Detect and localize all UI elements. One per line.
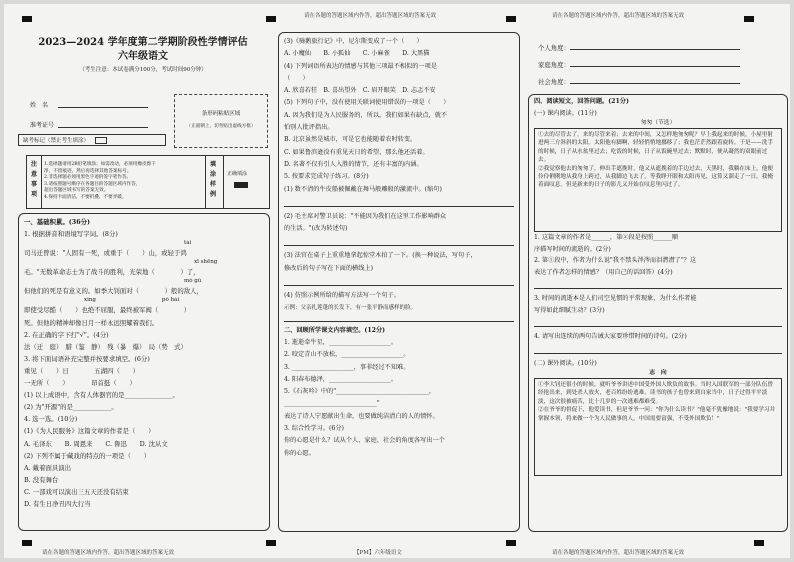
question-text: A. 毛泽东 B. 周恩来 C. 鲁迅 D. 沈从文 <box>24 439 168 448</box>
section-4 <box>534 96 782 476</box>
answer-line[interactable] <box>284 277 514 286</box>
header-note: 请在各题的答题区域内作答，超出答题区域的答案无效 <box>304 13 437 19</box>
wish-label: 家庭角度： <box>538 61 570 69</box>
question-text: 司马迁曾说："人固有一死，或重于（ ）山，或轻于鸿 <box>24 249 187 258</box>
question-text: (3) 法官在桌子上重重地拿起惊堂木拍了一下。(换一种说法，写句子， <box>284 252 477 260</box>
notice-item: 2.非选择题必须用黑色字迹的签字笔作答。 <box>44 175 132 181</box>
notice-item: 超出答题区域书写的答案无效。 <box>44 188 109 194</box>
fill-sample-label: 填涂样例 <box>210 161 217 198</box>
notice-item: 净，不留痕迹，然后再选择其他答案标号。 <box>44 168 132 174</box>
fill-blank: 2. 咬定青山不放松，____________________。 <box>284 351 410 359</box>
absent-label: 缺考标记（禁止考生填涂） <box>23 138 90 144</box>
registration-mark <box>754 540 764 546</box>
footer-note: 请在各题的答题区域内作答，超出答题区域的答案无效 <box>42 550 175 556</box>
question: 4. 请写出连续的两句告诫大家要珍惜时间的诗句。(2分) <box>534 333 687 340</box>
wish-section <box>538 40 788 91</box>
question-text: (1)《为人民服务》这篇文章的作者是（ ） <box>24 427 155 436</box>
question-text: 法（迁 庭） 腊（鉴 静） 残（暴 爆） 局（势 式） <box>24 342 187 351</box>
question-text: 毛。"无数革命志士为了战斗的胜利，光荣地（ ）了， <box>24 268 200 277</box>
answer-line[interactable] <box>570 41 740 50</box>
column-1 <box>18 36 268 76</box>
footer-note: 请在各题的答题区域内作答，超出答题区域的答案无效 <box>552 550 685 556</box>
pinyin: tài <box>184 240 192 247</box>
passage-title: 匆匆（节选） <box>640 120 676 126</box>
question-text: 序描写时间的流逝的。(2分) <box>534 245 611 253</box>
answer-line[interactable] <box>534 280 782 289</box>
option: 怕别人批评指出。 <box>284 124 334 132</box>
answer-line[interactable] <box>284 237 514 246</box>
absent-mark-box[interactable] <box>18 134 166 146</box>
question-text: (1) 数不清的牛皮船被佩戴在舞马般雕般的激流中。(缩句) <box>284 185 442 193</box>
answer-line[interactable] <box>284 315 514 322</box>
passage-box <box>534 378 782 476</box>
answer-line[interactable] <box>570 58 740 67</box>
name-label: 姓 名 <box>30 102 49 109</box>
column-2 <box>284 36 514 460</box>
answer-line[interactable] <box>570 75 740 84</box>
question-text: 你的心愿是什么？试从个人、家庭、社会的角度各写出一个 <box>284 437 445 445</box>
question-text: (4) 仿照示例所给的描写方法写一个句子。 <box>284 292 400 300</box>
registration-mark <box>22 540 32 546</box>
question-text: 死。但他的精神却像日月一样永远照耀着我们。 <box>24 318 159 327</box>
barcode-note: （正面朝上，切勿贴出虚线方框） <box>186 124 256 129</box>
passage-title: 志 向 <box>649 370 667 376</box>
notice-box <box>26 155 270 209</box>
registration-mark <box>22 16 32 22</box>
question-text: (2) 为"开源"的是____________。 <box>24 403 118 412</box>
answer-line[interactable] <box>284 198 514 207</box>
section-heading: 四、阅读短文，回答问题。(21分) <box>534 98 629 105</box>
registration-mark <box>266 16 276 22</box>
question-text: 表达了诗人宁愿献出生命，也要做纯洁清白的人的情怀。 <box>284 412 439 420</box>
question-text: (5) 下列句子中，没有使用关联词使用错误的一项是（ ） <box>284 99 450 107</box>
wish-label: 个人角度： <box>538 44 570 52</box>
header-note: 请在各题的答题区域内作答，超出答题区域的答案无效 <box>552 13 685 19</box>
exam-info: （考生注意：本试卷满分100分，考试时间90分钟） <box>79 67 207 73</box>
passage-paragraph: ②我觉察他去的匆匆了，伸出手遮挽时，他又从遮挽着的手边过去，天黑时，我躺在床上，他便伶伶俐俐地从我身上跨过，从我脚边飞去了。等我睁开眼和太阳再见，这算又溜走了一日。我掩着面叹息。但是新来的日子的影儿又开始在叹息里闪过了。 <box>538 165 773 189</box>
passage-box <box>534 128 782 232</box>
question: 1. 根据拼音和语境写字词。(8分) <box>24 230 118 239</box>
passage-paragraph: ①李大钊还很小的时候，就听爷爷讲述中国受外国人欺负的故事。当时入国联军的一部分队伍曾经抢出来，到处杀人放火，老百姓纷纷逃难。读书的孩子也曾来到自家当中，日子过得平平淡淡，这次很被痛苦，比十几岁的一次逃难都难受。 <box>538 382 773 405</box>
barcode-area <box>174 94 268 148</box>
option: A. 欣喜若狂 B. 喜出望外 C. 眉开眼笑 D. 忐忑不安 <box>284 87 436 95</box>
question: 1. 这篇文章的作者是______，第②段是按照______顺 <box>534 234 678 241</box>
question-text: (2) 毛主席对警卫员说："不能因为我们在这里工作影响群众 <box>284 212 447 220</box>
section-heading: 二、回顾所学课文内容填空。(12分) <box>284 326 386 334</box>
option: D. 名著不仅有引人入胜的情节，还有丰富的内涵。 <box>284 160 423 168</box>
question-text: 修改后的句子写在下面的横线上) <box>284 264 374 272</box>
fill-blank: 1. 逝逝牵牛星，____________________。 <box>284 338 398 346</box>
registration-mark <box>506 16 516 22</box>
question-text: (3)《骑鹅旅行记》中，尼尔斯变成了一个（ ） <box>284 38 423 45</box>
absent-checkbox[interactable] <box>95 137 107 144</box>
option: B. 没有舞台 <box>24 475 59 484</box>
subsection-heading: (二) 课外阅读。(10分) <box>534 359 597 367</box>
section-1 <box>24 216 264 510</box>
passage-paragraph: ②在爷爷的督促下，他爱读书，但是爷爷一问："你为什么读书？"他毫不犹豫地说："我要学习并掌握本领，将来做一个为人民做事的人，中国需要富强，不受外国欺负！" <box>538 407 776 422</box>
option: D. 有生日净丑四大行当 <box>24 499 91 508</box>
question-text: 但他们的死是有意义的。如季大钊面对（ ）般的敌人， <box>24 287 203 296</box>
question: 3. 将下面词语补充完整并按要求填空。(6分) <box>24 354 150 363</box>
fill-blank: 5.《石灰吟》中的"______________________________， <box>284 388 436 396</box>
notice-item: 4.保持卡面清洁，不要折叠、不要弄破。 <box>44 194 127 200</box>
registration-mark <box>506 540 516 546</box>
notice-list <box>44 162 156 202</box>
question: 5. 按要求完成句子练习。(8分) <box>284 173 369 181</box>
page-label: 【PM】六年级语文 <box>354 550 402 556</box>
example-text: 示例：父亲扎莲蓬的长发下，有一张平静而感样的脸。 <box>284 305 417 312</box>
notice-side-label: 注意事项 <box>30 161 37 198</box>
notice-item: 1.选择题请用2B铅笔填涂；如需改动，必须用橡皮擦干 <box>44 162 156 167</box>
option: A. 因为我们是为人民服务的，所以，我们如果有缺点，就不 <box>284 111 448 119</box>
question: 3. 时间的流逝本是人们司空见惯的平常现象，为什么作者能 <box>534 295 697 302</box>
question-text: （ ） <box>284 74 309 82</box>
pinyin: mò gǔ <box>184 278 202 285</box>
fill-blank: ______________________________" <box>284 400 380 408</box>
pinyin: xìng pò hài <box>84 297 180 304</box>
question-text: 一无所（ ） 昂首挺（ ） <box>24 379 136 388</box>
barcode-label: 条形码粘贴区域 <box>201 111 241 117</box>
ticket-field[interactable] <box>58 127 148 128</box>
question: 4. 选一选。(10分) <box>24 415 78 424</box>
candidate-info <box>18 94 268 154</box>
fill-blank: 3. ____________________，事非经过不知难。 <box>284 363 410 371</box>
registration-mark <box>744 16 754 22</box>
question-text: (1) 以上成语中，含有人体器官的是_______________。 <box>24 391 179 400</box>
option: C. 一部戏可以演出三五天还没有结束 <box>24 487 129 496</box>
fill-sample-mark <box>234 182 248 188</box>
notice-item: 3.请按照题号顺序在各题目的答题区域内作答， <box>44 181 141 187</box>
question-text: (2) 下列不属于藏戏的特点的一项是（ ） <box>24 451 151 460</box>
option: A. 小魔仙 B. 小狐仙 C. 小麻雀 D. 大黑猫 <box>284 50 430 58</box>
exam-subject: 六年级语文 <box>118 51 168 62</box>
fill-blank: 4. 阳春布德泽，____________________。 <box>284 375 398 383</box>
question-text: 重见（ ）日 五湖四（ ） <box>24 366 140 375</box>
fill-correct-label: 正确填涂 <box>227 171 248 177</box>
question: 2. 第①段中，作者为什么说"我不禁头涔涔而泪潸潸了"？这 <box>534 257 697 264</box>
question-text: 表达了作者怎样的情感？（用自己的话回答）(4分) <box>534 268 673 276</box>
question-text: 写得如此细腻生动？(3分) <box>534 306 605 314</box>
question: 2. 在正确的字下打"√"。(4分) <box>24 330 109 339</box>
question-text: 即使受尽酷（ ）也绝不屈服，最终被军阀（ ） <box>24 306 191 315</box>
section-heading: 一、基础积累。(36分) <box>24 218 91 226</box>
wish-label: 社会角度： <box>538 78 570 86</box>
name-field[interactable] <box>58 107 148 108</box>
subsection-heading: (一) 课内阅读。(11分) <box>534 109 597 117</box>
answer-line[interactable] <box>534 345 782 354</box>
pinyin: xī shēng <box>194 259 218 266</box>
question-text: 你的心愿。 <box>284 449 315 457</box>
passage-paragraph: ①去的尽管去了，来的尽管来着；去来的中间，又怎样地匆匆呢？早上我起来的时候，小屋里射进两三方斜斜的太阳。太阳他有脚啊，轻轻悄悄地挪移了；我也茫茫然跟着旋转。于是——洗手的时候，日子从水盆里过去；吃饭的时候，日子从饭碗里过去；默默时，便从凝然的双眼前过去。 <box>538 132 773 164</box>
exam-title: 2023—2024 学年度第二学期阶段性学情评估 <box>38 37 248 48</box>
exam-sheet <box>4 4 790 558</box>
answer-line[interactable] <box>534 318 782 327</box>
question-text: 的生活。"(改为转述句) <box>284 225 348 233</box>
option: A. 戴着面具演出 <box>24 463 72 472</box>
question-text: (4) 下列词语所表达的情感与其他三项最不相似的一项是 <box>284 62 438 70</box>
option: B. 北京虽然是城市，可是它也能随着农时转变。 <box>284 136 417 144</box>
ticket-label: 准考证号 <box>30 122 55 129</box>
question: 3. 综合性学习。(6分) <box>284 425 344 433</box>
registration-mark <box>266 540 276 546</box>
option: C. 如果鲁滨逊没有重见天日的希望，那么他还活着。 <box>284 148 429 156</box>
